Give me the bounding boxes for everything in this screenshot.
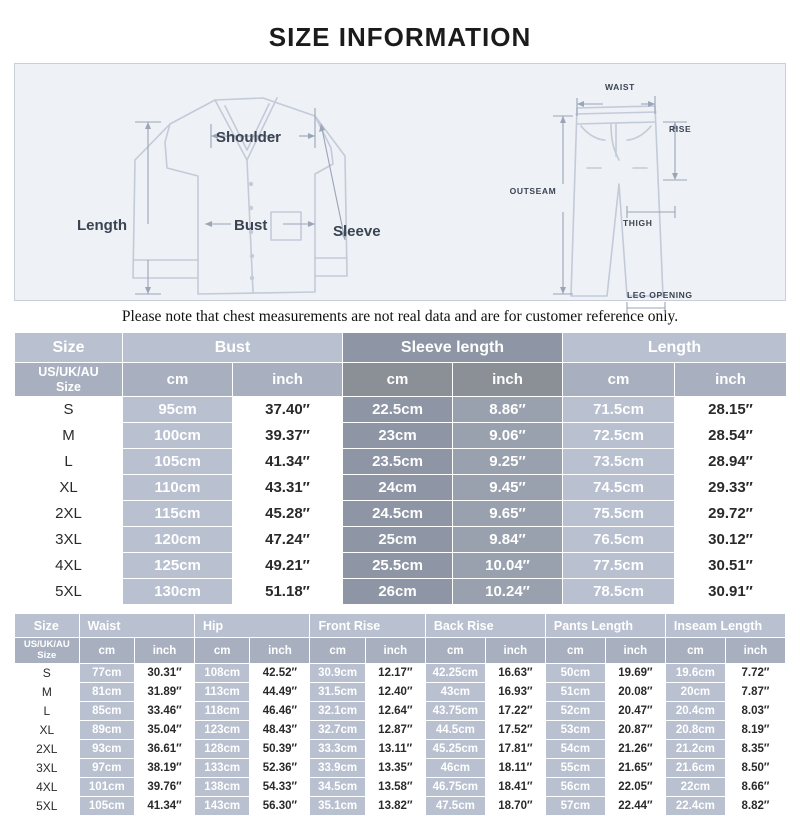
table1-size-cell: S <box>15 397 123 423</box>
table2-unit-1: inch <box>135 638 195 664</box>
bottom-size-table <box>14 613 786 816</box>
table2-value-cell: 46cm <box>425 759 485 778</box>
table2-value-cell: 8.50″ <box>725 759 785 778</box>
table1-unit-sleeve-inch: inch <box>453 363 563 397</box>
table1-value-cell: 45.28″ <box>233 501 343 527</box>
table1-value-cell: 75.5cm <box>563 501 675 527</box>
table2-value-cell: 38.19″ <box>135 759 195 778</box>
table1-value-cell: 43.31″ <box>233 475 343 501</box>
table1-header-length: Length <box>563 333 787 363</box>
shirt-dim-labels <box>77 129 381 240</box>
table-row <box>15 683 786 702</box>
table2-unit-10: cm <box>665 638 725 664</box>
table2-value-cell: 20.08″ <box>605 683 665 702</box>
table1-value-cell: 130cm <box>123 579 233 605</box>
table2-value-cell: 46.46″ <box>250 702 310 721</box>
table1-value-cell: 24cm <box>343 475 453 501</box>
table2-unit-2: cm <box>195 638 250 664</box>
table2-value-cell: 7.72″ <box>725 664 785 683</box>
table1-value-cell: 23cm <box>343 423 453 449</box>
table1-size-cell: 5XL <box>15 579 123 605</box>
table2-value-cell: 143cm <box>195 797 250 816</box>
table2-value-cell: 13.11″ <box>365 740 425 759</box>
table1-size-cell: M <box>15 423 123 449</box>
table1-size-standard-line2: Size <box>55 379 81 394</box>
table1-value-cell: 115cm <box>123 501 233 527</box>
table2-value-cell: 35.04″ <box>135 721 195 740</box>
table2-unit-11: inch <box>725 638 785 664</box>
table1-value-cell: 95cm <box>123 397 233 423</box>
table2-value-cell: 44.5cm <box>425 721 485 740</box>
table2-size-cell: L <box>15 702 80 721</box>
table2-value-cell: 13.82″ <box>365 797 425 816</box>
table1-value-cell: 51.18″ <box>233 579 343 605</box>
table-row <box>15 423 787 449</box>
table1-value-cell: 22.5cm <box>343 397 453 423</box>
table2-value-cell: 20.87″ <box>605 721 665 740</box>
table2-value-cell: 19.6cm <box>665 664 725 683</box>
table2-value-cell: 31.5cm <box>310 683 365 702</box>
table1-value-cell: 25cm <box>343 527 453 553</box>
table-row <box>15 664 786 683</box>
table2-header-size: Size <box>15 614 80 638</box>
table1-value-cell: 10.24″ <box>453 579 563 605</box>
table-row <box>15 553 787 579</box>
table2-value-cell: 17.22″ <box>485 702 545 721</box>
table2-value-cell: 50cm <box>545 664 605 683</box>
table2-value-cell: 19.69″ <box>605 664 665 683</box>
table1-unit-bust-inch: inch <box>233 363 343 397</box>
label-rise: RISE <box>669 124 692 134</box>
table2-value-cell: 54.33″ <box>250 778 310 797</box>
table2-header-waist: Waist <box>79 614 194 638</box>
table2-unit-5: inch <box>365 638 425 664</box>
table2-size-cell: M <box>15 683 80 702</box>
table2-size-cell: 2XL <box>15 740 80 759</box>
table2-value-cell: 21.26″ <box>605 740 665 759</box>
label-outseam: OUTSEAM <box>509 186 557 196</box>
table-row <box>15 797 786 816</box>
table2-value-cell: 13.35″ <box>365 759 425 778</box>
table1-value-cell: 76.5cm <box>563 527 675 553</box>
table1-size-cell: 2XL <box>15 501 123 527</box>
table1-value-cell: 78.5cm <box>563 579 675 605</box>
table2-value-cell: 54cm <box>545 740 605 759</box>
table-row <box>15 721 786 740</box>
table2-header-hip: Hip <box>195 614 310 638</box>
table2-value-cell: 128cm <box>195 740 250 759</box>
table1-value-cell: 49.21″ <box>233 553 343 579</box>
table2-unit-0: cm <box>79 638 134 664</box>
label-length: Length <box>77 217 127 234</box>
table2-value-cell: 20cm <box>665 683 725 702</box>
table2-value-cell: 30.9cm <box>310 664 365 683</box>
table2-value-cell: 31.89″ <box>135 683 195 702</box>
table1-value-cell: 74.5cm <box>563 475 675 501</box>
table1-value-cell: 8.86″ <box>453 397 563 423</box>
table2-unit-9: inch <box>605 638 665 664</box>
table1-value-cell: 28.54″ <box>675 423 787 449</box>
table1-value-cell: 24.5cm <box>343 501 453 527</box>
table-row <box>15 778 786 797</box>
label-waist: WAIST <box>605 82 635 92</box>
table2-size-cell: 3XL <box>15 759 80 778</box>
table2-value-cell: 45.25cm <box>425 740 485 759</box>
table-row <box>15 759 786 778</box>
table2-value-cell: 77cm <box>79 664 134 683</box>
table2-value-cell: 20.4cm <box>665 702 725 721</box>
table1-value-cell: 110cm <box>123 475 233 501</box>
table1-value-cell: 29.72″ <box>675 501 787 527</box>
table1-unit-bust-cm: cm <box>123 363 233 397</box>
table1-value-cell: 39.37″ <box>233 423 343 449</box>
table1-value-cell: 29.33″ <box>675 475 787 501</box>
table1-value-cell: 77.5cm <box>563 553 675 579</box>
table2-value-cell: 57cm <box>545 797 605 816</box>
table1-value-cell: 72.5cm <box>563 423 675 449</box>
table2-value-cell: 48.43″ <box>250 721 310 740</box>
table2-unit-7: inch <box>485 638 545 664</box>
table1-size-cell: XL <box>15 475 123 501</box>
table2-value-cell: 53cm <box>545 721 605 740</box>
table-row <box>15 527 787 553</box>
table2-value-cell: 85cm <box>79 702 134 721</box>
table2-value-cell: 56.30″ <box>250 797 310 816</box>
table2-header-inseam-length: Inseam Length <box>665 614 785 638</box>
table2-unit-8: cm <box>545 638 605 664</box>
table2-value-cell: 52cm <box>545 702 605 721</box>
table2-value-cell: 32.1cm <box>310 702 365 721</box>
table1-unit-length-cm: cm <box>563 363 675 397</box>
table2-value-cell: 101cm <box>79 778 134 797</box>
table1-value-cell: 26cm <box>343 579 453 605</box>
table2-value-cell: 8.35″ <box>725 740 785 759</box>
table1-size-standard-label <box>15 363 123 397</box>
table2-value-cell: 8.82″ <box>725 797 785 816</box>
table1-value-cell: 9.65″ <box>453 501 563 527</box>
table1-value-cell: 30.91″ <box>675 579 787 605</box>
table2-header-front-rise: Front Rise <box>310 614 425 638</box>
table2-value-cell: 8.03″ <box>725 702 785 721</box>
table2-unit-4: cm <box>310 638 365 664</box>
table2-value-cell: 8.19″ <box>725 721 785 740</box>
table2-unit-6: cm <box>425 638 485 664</box>
label-shoulder: Shoulder <box>216 129 282 146</box>
table2-value-cell: 8.66″ <box>725 778 785 797</box>
table2-unit-header-row <box>15 638 786 664</box>
table1-value-cell: 25.5cm <box>343 553 453 579</box>
table2-value-cell: 18.70″ <box>485 797 545 816</box>
table2-value-cell: 108cm <box>195 664 250 683</box>
table1-unit-sleeve-cm: cm <box>343 363 453 397</box>
table1-unit-length-inch: inch <box>675 363 787 397</box>
table2-header-pants-length: Pants Length <box>545 614 665 638</box>
table2-value-cell: 18.11″ <box>485 759 545 778</box>
table2-value-cell: 20.8cm <box>665 721 725 740</box>
table2-value-cell: 133cm <box>195 759 250 778</box>
table1-value-cell: 28.15″ <box>675 397 787 423</box>
table2-value-cell: 105cm <box>79 797 134 816</box>
table2-value-cell: 56cm <box>545 778 605 797</box>
table2-value-cell: 16.63″ <box>485 664 545 683</box>
table2-value-cell: 43.75cm <box>425 702 485 721</box>
table1-value-cell: 9.45″ <box>453 475 563 501</box>
table2-value-cell: 42.25cm <box>425 664 485 683</box>
table2-value-cell: 97cm <box>79 759 134 778</box>
table2-value-cell: 16.93″ <box>485 683 545 702</box>
table2-size-cell: 4XL <box>15 778 80 797</box>
label-sleeve: Sleeve <box>333 223 381 240</box>
table2-value-cell: 33.46″ <box>135 702 195 721</box>
table2-group-header-row <box>15 614 786 638</box>
table1-group-header-row <box>15 333 787 363</box>
table1-value-cell: 23.5cm <box>343 449 453 475</box>
table-row <box>15 501 787 527</box>
table2-value-cell: 123cm <box>195 721 250 740</box>
table2-value-cell: 21.65″ <box>605 759 665 778</box>
table-row <box>15 702 786 721</box>
table-row <box>15 740 786 759</box>
table2-value-cell: 12.87″ <box>365 721 425 740</box>
table2-value-cell: 50.39″ <box>250 740 310 759</box>
table-row <box>15 397 787 423</box>
table2-value-cell: 18.41″ <box>485 778 545 797</box>
table2-value-cell: 39.76″ <box>135 778 195 797</box>
table2-size-cell: 5XL <box>15 797 80 816</box>
measurement-diagram-panel <box>14 63 786 301</box>
label-bust: Bust <box>234 217 268 234</box>
table2-value-cell: 44.49″ <box>250 683 310 702</box>
table-row <box>15 579 787 605</box>
page-title: SIZE INFORMATION <box>268 22 532 52</box>
table2-value-cell: 33.3cm <box>310 740 365 759</box>
table1-value-cell: 47.24″ <box>233 527 343 553</box>
table2-value-cell: 93cm <box>79 740 134 759</box>
table1-header-size: Size <box>15 333 123 363</box>
table2-value-cell: 12.40″ <box>365 683 425 702</box>
table2-value-cell: 81cm <box>79 683 134 702</box>
table2-header-back-rise: Back Rise <box>425 614 545 638</box>
table2-value-cell: 36.61″ <box>135 740 195 759</box>
table1-header-bust: Bust <box>123 333 343 363</box>
table2-value-cell: 47.5cm <box>425 797 485 816</box>
table2-value-cell: 89cm <box>79 721 134 740</box>
table1-value-cell: 10.04″ <box>453 553 563 579</box>
table2-value-cell: 20.47″ <box>605 702 665 721</box>
table2-value-cell: 21.6cm <box>665 759 725 778</box>
table2-value-cell: 22.4cm <box>665 797 725 816</box>
table2-value-cell: 21.2cm <box>665 740 725 759</box>
table1-size-cell: 3XL <box>15 527 123 553</box>
table2-size-standard-line1: US/UK/AU <box>23 639 70 651</box>
table1-value-cell: 100cm <box>123 423 233 449</box>
table1-value-cell: 9.84″ <box>453 527 563 553</box>
table1-size-cell: L <box>15 449 123 475</box>
table2-value-cell: 22.44″ <box>605 797 665 816</box>
table2-value-cell: 12.64″ <box>365 702 425 721</box>
table-row <box>15 449 787 475</box>
table2-value-cell: 7.87″ <box>725 683 785 702</box>
table-row <box>15 475 787 501</box>
table2-value-cell: 34.5cm <box>310 778 365 797</box>
table1-header-sleeve-length: Sleeve length <box>343 333 563 363</box>
table1-value-cell: 9.25″ <box>453 449 563 475</box>
table2-size-standard-line2: Size <box>37 649 57 661</box>
table1-value-cell: 71.5cm <box>563 397 675 423</box>
table2-value-cell: 22.05″ <box>605 778 665 797</box>
table2-value-cell: 13.58″ <box>365 778 425 797</box>
table2-value-cell: 35.1cm <box>310 797 365 816</box>
table2-value-cell: 138cm <box>195 778 250 797</box>
table2-value-cell: 43cm <box>425 683 485 702</box>
label-leg-opening: LEG OPENING <box>627 290 693 300</box>
table1-value-cell: 9.06″ <box>453 423 563 449</box>
chest-measurement-note: Please note that chest measurements are not real data and are for customer reference only. <box>121 308 679 325</box>
measurement-diagram-svg <box>15 64 785 300</box>
table1-size-cell: 4XL <box>15 553 123 579</box>
table2-value-cell: 113cm <box>195 683 250 702</box>
table2-size-cell: S <box>15 664 80 683</box>
table2-value-cell: 42.52″ <box>250 664 310 683</box>
table1-value-cell: 37.40″ <box>233 397 343 423</box>
table2-value-cell: 22cm <box>665 778 725 797</box>
table2-value-cell: 17.81″ <box>485 740 545 759</box>
table1-value-cell: 30.12″ <box>675 527 787 553</box>
table2-value-cell: 12.17″ <box>365 664 425 683</box>
table1-size-standard-line1: US/UK/AU <box>38 365 99 380</box>
table2-value-cell: 51cm <box>545 683 605 702</box>
table2-value-cell: 118cm <box>195 702 250 721</box>
label-thigh: THIGH <box>623 218 653 228</box>
table1-value-cell: 120cm <box>123 527 233 553</box>
table1-value-cell: 125cm <box>123 553 233 579</box>
table2-value-cell: 41.34″ <box>135 797 195 816</box>
table1-value-cell: 73.5cm <box>563 449 675 475</box>
table1-value-cell: 41.34″ <box>233 449 343 475</box>
table1-value-cell: 28.94″ <box>675 449 787 475</box>
table2-value-cell: 52.36″ <box>250 759 310 778</box>
table2-value-cell: 33.9cm <box>310 759 365 778</box>
table2-value-cell: 46.75cm <box>425 778 485 797</box>
table1-unit-header-row <box>15 363 787 397</box>
table2-value-cell: 17.52″ <box>485 721 545 740</box>
top-size-table <box>14 332 787 605</box>
table1-value-cell: 30.51″ <box>675 553 787 579</box>
table2-size-cell: XL <box>15 721 80 740</box>
table2-unit-3: inch <box>250 638 310 664</box>
table2-size-standard-label <box>15 638 80 664</box>
table2-value-cell: 55cm <box>545 759 605 778</box>
table2-value-cell: 30.31″ <box>135 664 195 683</box>
table2-value-cell: 32.7cm <box>310 721 365 740</box>
table1-value-cell: 105cm <box>123 449 233 475</box>
